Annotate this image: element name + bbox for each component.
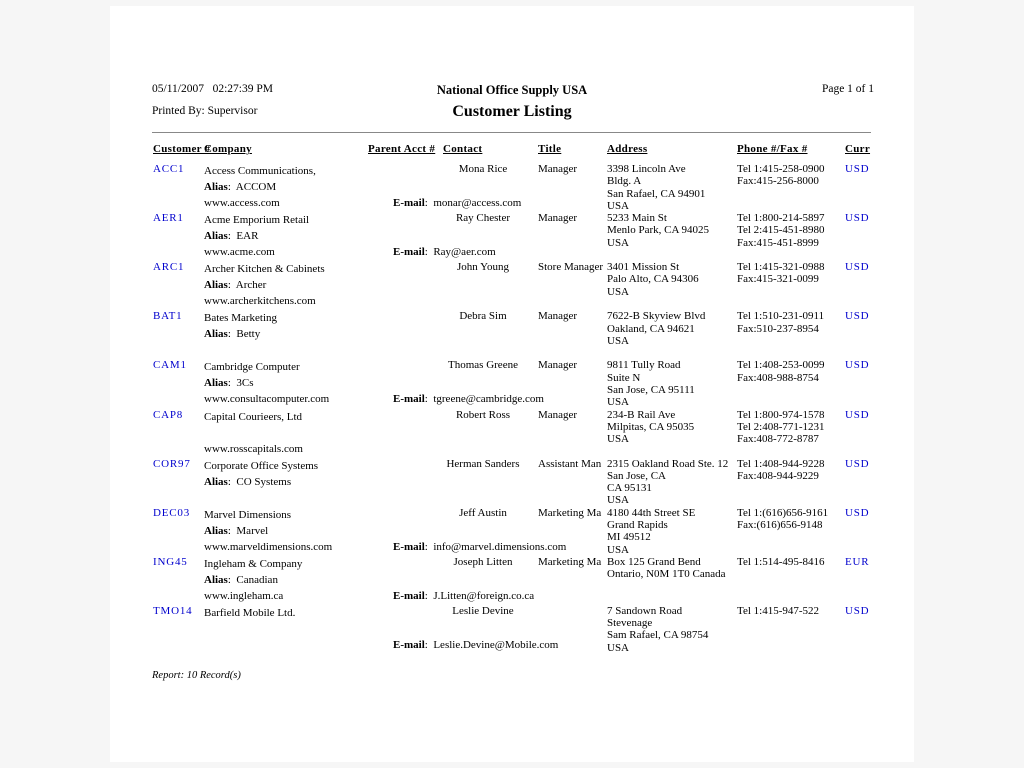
contact-name: John Young (457, 261, 509, 274)
report-body (110, 6, 914, 706)
customer-row (110, 310, 912, 359)
contact-title: Manager (538, 163, 578, 175)
page-indicator: Page 1 of 1 (821, 83, 874, 95)
phone-line: Tel 1:800-214-5897 (737, 212, 825, 225)
company-name: Ingleham & Company (204, 557, 303, 570)
company-website: www.ingleham.ca (204, 589, 284, 602)
contact-title: Marketing Ma (538, 555, 602, 568)
phone-cell (737, 310, 845, 335)
company-alias-blank (204, 425, 376, 441)
phone-cell (737, 359, 845, 384)
customer-row (110, 261, 912, 310)
address-line: Milpitas, CA 95035 (607, 420, 695, 433)
address-line: Suite N (607, 371, 641, 384)
customer-id-link[interactable]: BAT1 (153, 310, 183, 323)
email-line: E-mail: Leslie.Devine@Mobile.com (393, 638, 559, 651)
contact-title: Manager (538, 212, 578, 225)
company-name: Corporate Office Systems (204, 459, 319, 472)
address-cell (607, 261, 747, 298)
company-alias: Alias: CO Systems (204, 475, 292, 488)
company-alias-label: Alias (204, 475, 228, 488)
address-line: San Rafael, CA 94901 (607, 187, 706, 200)
phone-line: Tel 2:408-771-1231 (737, 420, 825, 433)
phone-line: Fax:408-772-8787 (737, 433, 819, 446)
report-page (110, 6, 914, 762)
address-cell (607, 556, 747, 581)
address-line: Menlo Park, CA 94025 (607, 224, 710, 237)
email-line-label: E-mail (393, 589, 425, 602)
phone-line: Tel 1:(616)656-9161 (737, 506, 829, 519)
company-website: www.access.com (204, 197, 280, 209)
address-cell (607, 605, 747, 654)
address-cell (607, 163, 747, 212)
company-cell (204, 310, 376, 342)
company-cell (204, 605, 376, 637)
phone-line: Tel 1:415-258-0900 (737, 163, 825, 175)
contact-name: Herman Sanders (446, 457, 520, 470)
customer-id-link[interactable]: DEC03 (153, 506, 190, 519)
address-line: 9811 Tully Road (607, 359, 681, 372)
contact-name: Thomas Greene (448, 359, 518, 372)
currency-code[interactable]: USD (845, 506, 870, 519)
address-line: 7622-B Skyview Blvd (607, 310, 706, 323)
phone-line: Tel 1:415-947-522 (737, 604, 820, 617)
phone-line: Tel 1:800-974-1578 (737, 408, 825, 421)
company-alias-label: Alias (204, 181, 228, 193)
address-line: 3398 Lincoln Ave (607, 163, 686, 175)
currency-code[interactable]: USD (845, 604, 870, 617)
contact-name: Robert Ross (455, 408, 511, 421)
customer-row (110, 359, 912, 408)
customer-row (110, 163, 912, 212)
column-header-company: Company (204, 143, 252, 155)
company-cell (204, 409, 376, 457)
company-website: www.rosscapitals.com (204, 442, 303, 455)
company-alias: Alias: Archer (204, 279, 267, 292)
address-cell (607, 359, 747, 408)
phone-cell (737, 212, 845, 249)
address-line: 7 Sandown Road (607, 604, 683, 617)
phone-cell (737, 556, 845, 568)
currency-code[interactable]: USD (845, 212, 870, 225)
address-line: USA (607, 199, 630, 212)
report-title: Customer Listing (452, 103, 572, 120)
company-alias-label: Alias (204, 328, 228, 341)
company-alias: Alias: ACCOM (204, 181, 277, 193)
company-alias-label: Alias (204, 279, 228, 292)
company-cell (204, 212, 376, 260)
printed-by: Printed By: Supervisor (152, 105, 258, 117)
currency-code[interactable]: USD (845, 457, 870, 470)
column-header-curr: Curr (845, 143, 871, 155)
contact-name: Joseph Litten (453, 555, 513, 568)
company-alias-label: Alias (204, 230, 228, 243)
company-name: Acme Emporium Retail (204, 214, 310, 227)
contact-name: Debra Sim (459, 310, 507, 323)
customer-row (110, 409, 912, 458)
address-line: USA (607, 396, 630, 409)
address-line: USA (607, 433, 630, 446)
phone-line: Fax:415-256-8000 (737, 175, 819, 188)
customer-id-link[interactable]: AER1 (153, 212, 184, 225)
company-alias: Alias: Canadian (204, 573, 278, 586)
address-line: 234-B Rail Ave (607, 408, 676, 421)
company-cell (204, 507, 376, 555)
email-line-label: E-mail (393, 638, 425, 651)
company-cell (204, 458, 376, 490)
company-name: Cambridge Computer (204, 361, 300, 374)
company-website: www.marveldimensions.com (204, 540, 333, 553)
address-cell (607, 458, 747, 507)
customer-row (110, 212, 912, 261)
contact-title: Assistant Man (538, 457, 602, 470)
address-cell (607, 409, 747, 446)
email-line-label: E-mail (393, 393, 425, 406)
phone-cell (737, 507, 845, 532)
customer-row (110, 458, 912, 507)
currency-code[interactable]: USD (845, 408, 870, 421)
email-line: E-mail: monar@access.com (393, 197, 522, 209)
address-line: Bldg. A (607, 175, 642, 188)
email-line-label: E-mail (393, 197, 425, 209)
address-line: 2315 Oakland Road Ste. 12 (607, 457, 729, 470)
contact-name: Leslie Devine (452, 604, 514, 617)
currency-code[interactable]: USD (845, 163, 870, 175)
customer-id-link[interactable]: CAM1 (153, 359, 187, 372)
address-cell (607, 507, 747, 556)
company-name: Marvel Dimensions (204, 508, 292, 521)
phone-line: Fax:408-988-8754 (737, 371, 819, 384)
address-line: Stevenage (607, 617, 653, 630)
contact-name: Jeff Austin (459, 506, 507, 519)
phone-line: Fax:408-944-9229 (737, 469, 819, 482)
phone-line: Fax:(616)656-9148 (737, 518, 823, 531)
phone-line: Fax:415-451-8999 (737, 236, 819, 249)
phone-line: Tel 1:510-231-0911 (737, 310, 825, 323)
address-line: San Jose, CA 95111 (607, 383, 695, 396)
column-header-address: Address (607, 143, 648, 155)
address-line: Palo Alto, CA 94306 (607, 273, 699, 286)
currency-code[interactable]: USD (845, 261, 870, 274)
company-cell (204, 163, 376, 211)
phone-cell (737, 458, 845, 483)
address-cell (607, 310, 747, 347)
phone-line: Tel 1:415-321-0988 (737, 261, 825, 274)
column-header-phone: Phone #/Fax # (737, 143, 808, 155)
company-name: Access Communications, (204, 165, 316, 177)
currency-code[interactable]: EUR (845, 555, 870, 568)
customer-id-link[interactable]: ING45 (153, 555, 188, 568)
currency-code[interactable]: USD (845, 359, 870, 372)
contact-name: Ray Chester (455, 212, 511, 225)
address-line: USA (607, 641, 630, 654)
company-alias: Alias: Betty (204, 328, 261, 341)
record-count: Report: 10 Record(s) (152, 670, 241, 681)
address-line: Box 125 Grand Bend (607, 555, 701, 568)
customer-row (110, 605, 912, 654)
company-cell (204, 359, 376, 407)
email-line-label: E-mail (393, 246, 425, 259)
customer-id-link[interactable]: ACC1 (153, 163, 185, 175)
column-header-parent-acct: Parent Acct # (368, 143, 436, 155)
contact-title: Manager (538, 359, 578, 372)
contact-name: Mona Rice (458, 163, 508, 175)
currency-code[interactable]: USD (845, 310, 870, 323)
address-line: Sam Rafael, CA 98754 (607, 629, 709, 642)
company-website: www.archerkitchens.com (204, 295, 316, 308)
company-alias-label: Alias (204, 573, 228, 586)
company-title: National Office Supply USA (436, 83, 588, 97)
address-line: USA (607, 543, 630, 556)
company-cell (204, 261, 376, 309)
customer-row (110, 507, 912, 556)
phone-cell (737, 163, 845, 188)
contact-title: Manager (538, 408, 578, 421)
contact-title: Store Manager (538, 261, 604, 274)
company-alias-blank (204, 621, 376, 637)
address-line: MI 49512 (607, 531, 651, 544)
phone-line: Fax:510-237-8954 (737, 322, 819, 335)
phone-cell (737, 409, 845, 446)
address-line: 3401 Mission St (607, 261, 680, 274)
company-alias: Alias: EAR (204, 230, 259, 243)
address-line: San Jose, CA (607, 469, 666, 482)
address-line: USA (607, 285, 630, 298)
phone-cell (737, 261, 845, 286)
email-line: E-mail: info@marvel.dimensions.com (393, 540, 567, 553)
phone-line: Fax:415-321-0099 (737, 273, 819, 286)
phone-line: Tel 1:408-253-0099 (737, 359, 825, 372)
customer-id-link[interactable]: ARC1 (153, 261, 185, 274)
address-line: CA 95131 (607, 482, 652, 495)
company-alias-label: Alias (204, 377, 228, 390)
customer-row (110, 556, 912, 605)
company-alias: Alias: Marvel (204, 524, 269, 537)
customer-id-link[interactable]: TMO14 (153, 604, 193, 617)
report-datetime: 05/11/2007 02:27:39 PM (152, 83, 273, 95)
email-line-label: E-mail (393, 540, 425, 553)
address-line: Oakland, CA 94621 (607, 322, 695, 335)
customer-id-link[interactable]: CAP8 (153, 408, 184, 421)
phone-line: Tel 2:415-451-8980 (737, 224, 825, 237)
company-name: Barfield Mobile Ltd. (204, 606, 296, 619)
address-line: USA (607, 494, 630, 507)
contact-title: Marketing Ma (538, 506, 602, 519)
email-line: E-mail: Ray@aer.com (393, 246, 496, 259)
address-cell (607, 212, 747, 249)
company-website: www.consultacomputer.com (204, 393, 330, 406)
column-header-customer: Customer # (153, 143, 211, 155)
email-line: E-mail: J.Litten@foreign.co.ca (393, 589, 535, 602)
address-line: 5233 Main St (607, 212, 667, 225)
company-alias: Alias: 3Cs (204, 377, 254, 390)
column-header-contact: Contact (443, 143, 483, 155)
company-alias-label: Alias (204, 524, 228, 537)
address-line: Ontario, N0M 1T0 Canada (607, 568, 726, 581)
customer-id-link[interactable]: COR97 (153, 457, 191, 470)
phone-line: Tel 1:408-944-9228 (737, 457, 825, 470)
address-line: Grand Rapids (607, 518, 668, 531)
company-website: www.acme.com (204, 246, 275, 259)
company-name: Bates Marketing (204, 312, 278, 325)
address-line: USA (607, 334, 630, 347)
company-name: Archer Kitchen & Cabinets (204, 263, 325, 276)
column-header-title: Title (538, 143, 562, 155)
contact-title: Manager (538, 310, 578, 323)
address-line: 4180 44th Street SE (607, 506, 696, 519)
address-line: USA (607, 236, 630, 249)
phone-cell (737, 605, 845, 617)
company-cell (204, 556, 376, 604)
phone-line: Tel 1:514-495-8416 (737, 555, 825, 568)
company-name: Capital Courieers, Ltd (204, 410, 303, 423)
email-line: E-mail: tgreene@cambridge.com (393, 393, 544, 406)
